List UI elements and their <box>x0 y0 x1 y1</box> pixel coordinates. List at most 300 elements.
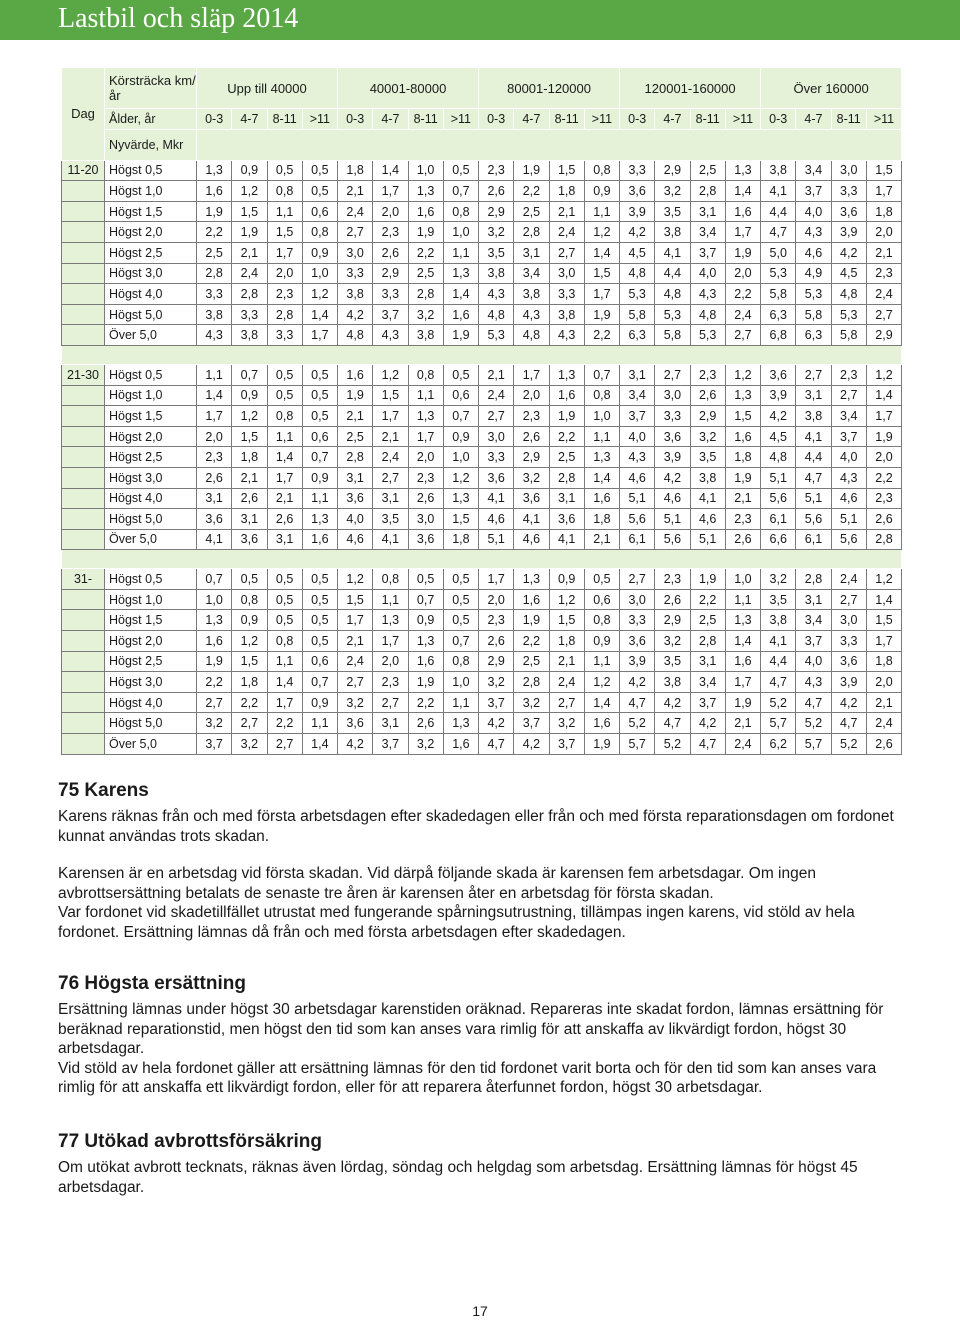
table-value-cell: 5,2 <box>796 713 831 734</box>
table-value-cell: 3,9 <box>655 447 690 468</box>
table-value-cell: 3,3 <box>232 304 267 325</box>
table-value-cell: 3,8 <box>796 406 831 427</box>
table-value-cell: 4,3 <box>197 325 232 346</box>
table-value-cell: 2,7 <box>866 304 901 325</box>
table-value-cell: 0,5 <box>302 631 337 652</box>
table-value-cell: 4,7 <box>690 734 725 755</box>
table-value-cell: 1,6 <box>725 201 760 222</box>
table-value-cell: 4,3 <box>479 284 514 305</box>
table-value-cell: 2,3 <box>197 447 232 468</box>
column-header-dag: Dag <box>62 68 105 161</box>
table-value-cell: 0,8 <box>443 201 478 222</box>
table-value-cell: 1,9 <box>514 160 549 181</box>
table-value-cell: 4,8 <box>479 304 514 325</box>
table-value-cell: 3,2 <box>655 631 690 652</box>
table-value-cell: 2,3 <box>373 222 408 243</box>
table-value-cell: 3,8 <box>197 304 232 325</box>
table-row <box>62 201 902 222</box>
table-row <box>62 713 902 734</box>
table-value-cell: 3,8 <box>549 304 584 325</box>
table-value-cell: 4,6 <box>831 488 866 509</box>
table-value-cell: 4,9 <box>796 263 831 284</box>
row-group-dag: 31- <box>62 569 105 590</box>
table-value-cell: 2,7 <box>338 222 373 243</box>
table-value-cell: 4,3 <box>831 467 866 488</box>
table-row <box>62 304 902 325</box>
table-value-cell: 1,7 <box>373 406 408 427</box>
table-value-cell: 0,9 <box>232 385 267 406</box>
table-value-cell: 1,3 <box>514 569 549 590</box>
row-label-nyvarde: Över 5,0 <box>105 734 197 755</box>
table-value-cell: 1,3 <box>408 181 443 202</box>
table-value-cell: 4,0 <box>620 426 655 447</box>
table-value-cell: 4,7 <box>479 734 514 755</box>
table-value-cell: 3,3 <box>620 610 655 631</box>
table-value-cell: 1,4 <box>584 242 619 263</box>
table-value-cell: 2,7 <box>267 734 302 755</box>
table-value-cell: 2,4 <box>479 385 514 406</box>
table-value-cell: 1,4 <box>197 385 232 406</box>
table-value-cell: 2,6 <box>690 385 725 406</box>
table-value-cell: 1,6 <box>408 201 443 222</box>
table-value-cell: 1,9 <box>514 610 549 631</box>
row-label-nyvarde: Över 5,0 <box>105 529 197 550</box>
table-value-cell: 2,1 <box>725 713 760 734</box>
table-row <box>62 734 902 755</box>
table-value-cell: 3,1 <box>373 488 408 509</box>
column-header-age: 8-11 <box>831 109 866 130</box>
table-value-cell: 2,1 <box>866 692 901 713</box>
table-value-cell: 2,2 <box>549 426 584 447</box>
row-group-dag <box>62 672 105 693</box>
row-label-nyvarde: Högst 4,0 <box>105 692 197 713</box>
table-value-cell: 5,1 <box>796 488 831 509</box>
table-value-cell: 0,8 <box>584 385 619 406</box>
table-value-cell: 1,8 <box>549 631 584 652</box>
table-value-cell: 3,6 <box>655 426 690 447</box>
table-value-cell: 3,2 <box>514 692 549 713</box>
table-value-cell: 2,0 <box>514 385 549 406</box>
table-value-cell: 2,7 <box>725 325 760 346</box>
table-value-cell: 3,8 <box>514 284 549 305</box>
table-value-cell: 2,4 <box>725 734 760 755</box>
table-value-cell: 2,6 <box>232 488 267 509</box>
table-row <box>62 631 902 652</box>
table-value-cell: 2,2 <box>267 713 302 734</box>
table-value-cell: 2,7 <box>338 672 373 693</box>
row-label-nyvarde: Högst 2,5 <box>105 242 197 263</box>
column-header-age: 8-11 <box>267 109 302 130</box>
table-value-cell: 1,5 <box>725 406 760 427</box>
table-value-cell: 1,4 <box>443 284 478 305</box>
table-value-cell: 2,5 <box>197 242 232 263</box>
table-value-cell: 2,7 <box>479 406 514 427</box>
page-header-bar <box>0 0 960 40</box>
table-value-cell: 2,8 <box>408 284 443 305</box>
table-value-cell: 4,2 <box>655 467 690 488</box>
table-value-cell: 1,1 <box>373 589 408 610</box>
table-value-cell: 2,2 <box>197 222 232 243</box>
table-value-cell: 3,2 <box>761 569 796 590</box>
column-header-age: >11 <box>302 109 337 130</box>
table-value-cell: 4,4 <box>761 651 796 672</box>
table-value-cell: 3,3 <box>831 181 866 202</box>
row-label-nyvarde: Högst 5,0 <box>105 713 197 734</box>
table-value-cell: 1,2 <box>338 569 373 590</box>
table-value-cell: 5,6 <box>620 509 655 530</box>
table-value-cell: 4,7 <box>831 713 866 734</box>
table-value-cell: 1,1 <box>267 651 302 672</box>
table-value-cell: 4,8 <box>761 447 796 468</box>
table-row <box>62 284 902 305</box>
row-group-dag <box>62 284 105 305</box>
table-value-cell: 1,4 <box>584 467 619 488</box>
table-value-cell: 4,3 <box>620 447 655 468</box>
table-value-cell: 1,0 <box>443 447 478 468</box>
table-row <box>62 406 902 427</box>
table-value-cell: 5,3 <box>479 325 514 346</box>
table-value-cell: 3,4 <box>796 160 831 181</box>
table-value-cell: 1,7 <box>866 631 901 652</box>
page-title: Lastbil och släp 2014 <box>58 3 299 34</box>
table-value-cell: 0,7 <box>443 181 478 202</box>
table-value-cell: 3,3 <box>338 263 373 284</box>
row-label-nyvarde: Högst 3,0 <box>105 263 197 284</box>
table-value-cell: 0,9 <box>584 181 619 202</box>
row-group-dag <box>62 304 105 325</box>
table-value-cell: 4,3 <box>796 222 831 243</box>
column-header-km-group: Upp till 40000 <box>197 68 338 109</box>
table-value-cell: 2,1 <box>338 406 373 427</box>
row-header-nyvarde: Nyvärde, Mkr <box>105 129 197 160</box>
table-value-cell: 0,6 <box>584 589 619 610</box>
table-value-cell: 3,6 <box>831 651 866 672</box>
row-label-nyvarde: Högst 1,0 <box>105 589 197 610</box>
table-value-cell: 5,3 <box>831 304 866 325</box>
table-value-cell: 0,6 <box>302 201 337 222</box>
table-value-cell: 1,8 <box>232 447 267 468</box>
table-value-cell: 4,6 <box>620 467 655 488</box>
table-value-cell: 3,6 <box>479 467 514 488</box>
table-value-cell: 1,6 <box>197 181 232 202</box>
table-value-cell: 3,9 <box>831 222 866 243</box>
table-value-cell: 2,2 <box>690 589 725 610</box>
row-label-nyvarde: Högst 2,0 <box>105 222 197 243</box>
table-value-cell: 0,8 <box>584 610 619 631</box>
table-value-cell: 0,9 <box>408 610 443 631</box>
table-value-cell: 1,5 <box>373 385 408 406</box>
table-value-cell: 2,4 <box>549 222 584 243</box>
table-value-cell: 1,2 <box>232 631 267 652</box>
table-row <box>62 242 902 263</box>
table-value-cell: 5,2 <box>761 692 796 713</box>
table-value-cell: 1,3 <box>197 610 232 631</box>
table-value-cell: 3,5 <box>479 242 514 263</box>
row-label-nyvarde: Högst 1,0 <box>105 385 197 406</box>
table-value-cell: 2,5 <box>690 610 725 631</box>
row-label-nyvarde: Högst 0,5 <box>105 569 197 590</box>
row-group-dag <box>62 692 105 713</box>
column-header-age: 4-7 <box>655 109 690 130</box>
table-value-cell: 1,5 <box>443 509 478 530</box>
table-value-cell: 4,2 <box>620 672 655 693</box>
table-value-cell: 5,1 <box>690 529 725 550</box>
table-value-cell: 4,2 <box>338 734 373 755</box>
table-value-cell: 1,6 <box>584 713 619 734</box>
table-value-cell: 1,9 <box>408 672 443 693</box>
table-value-cell: 5,8 <box>761 284 796 305</box>
table-value-cell: 3,2 <box>408 304 443 325</box>
table-value-cell: 4,7 <box>655 713 690 734</box>
table-value-cell: 1,6 <box>302 529 337 550</box>
table-value-cell: 2,7 <box>373 692 408 713</box>
table-value-cell: 2,4 <box>831 569 866 590</box>
column-header-age: 0-3 <box>761 109 796 130</box>
group-separator <box>62 345 902 364</box>
table-value-cell: 1,4 <box>302 304 337 325</box>
table-value-cell: 0,5 <box>267 364 302 385</box>
table-value-cell: 1,6 <box>725 426 760 447</box>
table-value-cell: 3,2 <box>197 713 232 734</box>
table-value-cell: 3,8 <box>690 467 725 488</box>
table-value-cell: 2,8 <box>232 284 267 305</box>
table-value-cell: 3,8 <box>761 160 796 181</box>
table-value-cell: 4,1 <box>761 181 796 202</box>
table-value-cell: 3,5 <box>655 651 690 672</box>
table-value-cell: 2,4 <box>866 284 901 305</box>
table-value-cell: 1,7 <box>866 406 901 427</box>
table-value-cell: 6,1 <box>796 529 831 550</box>
table-value-cell: 6,3 <box>620 325 655 346</box>
table-value-cell: 1,5 <box>232 651 267 672</box>
row-group-dag: 11-20 <box>62 160 105 181</box>
column-header-age: 0-3 <box>620 109 655 130</box>
table-value-cell: 1,3 <box>197 160 232 181</box>
row-label-nyvarde: Högst 2,0 <box>105 426 197 447</box>
table-value-cell: 5,1 <box>479 529 514 550</box>
row-label-nyvarde: Högst 2,5 <box>105 651 197 672</box>
table-value-cell: 2,2 <box>408 242 443 263</box>
table-row <box>62 672 902 693</box>
table-value-cell: 2,2 <box>514 181 549 202</box>
table-value-cell: 1,3 <box>443 488 478 509</box>
table-value-cell: 1,3 <box>725 385 760 406</box>
table-value-cell: 2,8 <box>514 222 549 243</box>
table-value-cell: 1,7 <box>408 426 443 447</box>
table-value-cell: 2,6 <box>655 589 690 610</box>
table-value-cell: 0,5 <box>302 406 337 427</box>
table-value-cell: 1,4 <box>725 631 760 652</box>
table-value-cell: 2,3 <box>267 284 302 305</box>
table-value-cell: 2,8 <box>514 672 549 693</box>
row-label-nyvarde: Högst 3,0 <box>105 672 197 693</box>
table-row <box>62 569 902 590</box>
table-value-cell: 4,5 <box>761 426 796 447</box>
row-label-nyvarde: Högst 3,0 <box>105 467 197 488</box>
table-value-cell: 2,3 <box>514 406 549 427</box>
table-value-cell: 5,0 <box>761 242 796 263</box>
table-value-cell: 4,1 <box>197 529 232 550</box>
table-value-cell: 1,3 <box>443 713 478 734</box>
table-value-cell: 1,4 <box>866 385 901 406</box>
table-value-cell: 1,1 <box>302 713 337 734</box>
table-value-cell: 1,7 <box>514 364 549 385</box>
table-value-cell: 1,6 <box>338 364 373 385</box>
table-value-cell: 2,8 <box>197 263 232 284</box>
table-value-cell: 1,7 <box>725 672 760 693</box>
table-value-cell: 1,6 <box>725 651 760 672</box>
table-value-cell: 1,7 <box>373 181 408 202</box>
table-value-cell: 1,7 <box>267 467 302 488</box>
table-value-cell: 1,0 <box>443 222 478 243</box>
table-value-cell: 3,2 <box>479 222 514 243</box>
table-row <box>62 589 902 610</box>
table-value-cell: 5,1 <box>620 488 655 509</box>
table-value-cell: 0,7 <box>302 447 337 468</box>
table-value-cell: 0,5 <box>302 181 337 202</box>
table-value-cell: 1,5 <box>866 610 901 631</box>
row-label-nyvarde: Högst 0,5 <box>105 160 197 181</box>
table-value-cell: 1,2 <box>443 467 478 488</box>
table-value-cell: 0,5 <box>267 385 302 406</box>
table-value-cell: 3,4 <box>690 672 725 693</box>
table-value-cell: 4,3 <box>796 672 831 693</box>
table-value-cell: 1,4 <box>725 181 760 202</box>
table-value-cell: 2,3 <box>690 364 725 385</box>
table-value-cell: 5,1 <box>761 467 796 488</box>
table-value-cell: 1,9 <box>725 467 760 488</box>
table-value-cell: 5,6 <box>831 529 866 550</box>
section-hogsta-ersattning <box>58 973 908 1098</box>
table-value-cell: 1,5 <box>549 610 584 631</box>
table-value-cell: 2,1 <box>232 242 267 263</box>
table-row <box>62 181 902 202</box>
column-header-age: 4-7 <box>373 109 408 130</box>
table-value-cell: 4,1 <box>761 631 796 652</box>
row-label-nyvarde: Över 5,0 <box>105 325 197 346</box>
table-value-cell: 3,8 <box>232 325 267 346</box>
table-value-cell: 1,1 <box>443 692 478 713</box>
table-value-cell: 3,7 <box>373 734 408 755</box>
table-value-cell: 4,2 <box>761 406 796 427</box>
table-value-cell: 3,2 <box>549 713 584 734</box>
table-value-cell: 4,1 <box>479 488 514 509</box>
table-value-cell: 2,0 <box>866 672 901 693</box>
table-value-cell: 0,8 <box>373 569 408 590</box>
table-value-cell: 3,3 <box>267 325 302 346</box>
table-value-cell: 3,1 <box>796 589 831 610</box>
table-value-cell: 3,6 <box>620 181 655 202</box>
section-heading: 76 Högsta ersättning <box>58 973 246 994</box>
table-value-cell: 3,8 <box>655 222 690 243</box>
table-value-cell: 1,9 <box>725 242 760 263</box>
table-value-cell: 1,6 <box>197 631 232 652</box>
table-value-cell: 2,4 <box>549 672 584 693</box>
table-value-cell: 1,8 <box>866 651 901 672</box>
table-value-cell: 2,1 <box>866 242 901 263</box>
table-value-cell: 2,9 <box>655 610 690 631</box>
table-value-cell: 2,2 <box>232 692 267 713</box>
row-label-nyvarde: Högst 2,5 <box>105 447 197 468</box>
table-value-cell: 0,5 <box>443 610 478 631</box>
table-value-cell: 0,9 <box>584 631 619 652</box>
table-value-cell: 3,6 <box>197 509 232 530</box>
table-row <box>62 364 902 385</box>
table-value-cell: 0,5 <box>302 610 337 631</box>
table-value-cell: 4,8 <box>831 284 866 305</box>
table-value-cell: 3,0 <box>338 242 373 263</box>
table-value-cell: 6,2 <box>761 734 796 755</box>
table-value-cell: 1,9 <box>443 325 478 346</box>
table-value-cell: 2,8 <box>690 631 725 652</box>
table-value-cell: 1,1 <box>584 201 619 222</box>
table-value-cell: 1,2 <box>866 364 901 385</box>
table-value-cell: 3,0 <box>831 610 866 631</box>
table-value-cell: 3,6 <box>232 529 267 550</box>
row-group-dag <box>62 385 105 406</box>
table-value-cell: 3,0 <box>655 385 690 406</box>
table-value-cell: 0,5 <box>584 569 619 590</box>
table-value-cell: 2,5 <box>514 651 549 672</box>
table-value-cell: 1,2 <box>232 406 267 427</box>
table-value-cell: 2,1 <box>584 529 619 550</box>
table-value-cell: 0,5 <box>302 160 337 181</box>
table-value-cell: 1,3 <box>408 406 443 427</box>
table-value-cell: 5,8 <box>831 325 866 346</box>
table-value-cell: 0,9 <box>302 467 337 488</box>
table-value-cell: 1,9 <box>232 222 267 243</box>
table-value-cell: 2,8 <box>549 467 584 488</box>
table-value-cell: 5,2 <box>831 734 866 755</box>
table-value-cell: 4,0 <box>690 263 725 284</box>
table-value-cell: 1,3 <box>584 447 619 468</box>
table-value-cell: 1,9 <box>584 304 619 325</box>
table-value-cell: 2,7 <box>831 385 866 406</box>
table-value-cell: 6,1 <box>761 509 796 530</box>
table-value-cell: 3,9 <box>831 672 866 693</box>
table-value-cell: 2,7 <box>373 467 408 488</box>
table-value-cell: 3,6 <box>620 631 655 652</box>
table-value-cell: 1,8 <box>549 181 584 202</box>
table-row <box>62 325 902 346</box>
table-value-cell: 0,5 <box>443 364 478 385</box>
table-value-cell: 1,9 <box>866 426 901 447</box>
table-value-cell: 3,1 <box>514 242 549 263</box>
table-value-cell: 3,3 <box>197 284 232 305</box>
table-value-cell: 4,7 <box>796 692 831 713</box>
table-value-cell: 0,5 <box>302 569 337 590</box>
table-value-cell: 3,7 <box>197 734 232 755</box>
table-value-cell: 1,9 <box>549 406 584 427</box>
table-value-cell: 3,8 <box>479 263 514 284</box>
table-value-cell: 0,5 <box>302 364 337 385</box>
table-value-cell: 4,4 <box>761 201 796 222</box>
table-value-cell: 3,6 <box>338 713 373 734</box>
table-value-cell: 5,7 <box>620 734 655 755</box>
table-value-cell: 3,5 <box>655 201 690 222</box>
table-value-cell: 4,7 <box>620 692 655 713</box>
table-value-cell: 1,9 <box>408 222 443 243</box>
row-group-dag <box>62 181 105 202</box>
column-header-km-group: 40001-80000 <box>338 68 479 109</box>
table-value-cell: 2,7 <box>831 589 866 610</box>
table-value-cell: 2,6 <box>408 713 443 734</box>
table-value-cell: 4,0 <box>338 509 373 530</box>
table-value-cell: 0,6 <box>302 651 337 672</box>
table-value-cell: 0,5 <box>443 569 478 590</box>
table-row <box>62 160 902 181</box>
table-value-cell: 1,6 <box>443 734 478 755</box>
